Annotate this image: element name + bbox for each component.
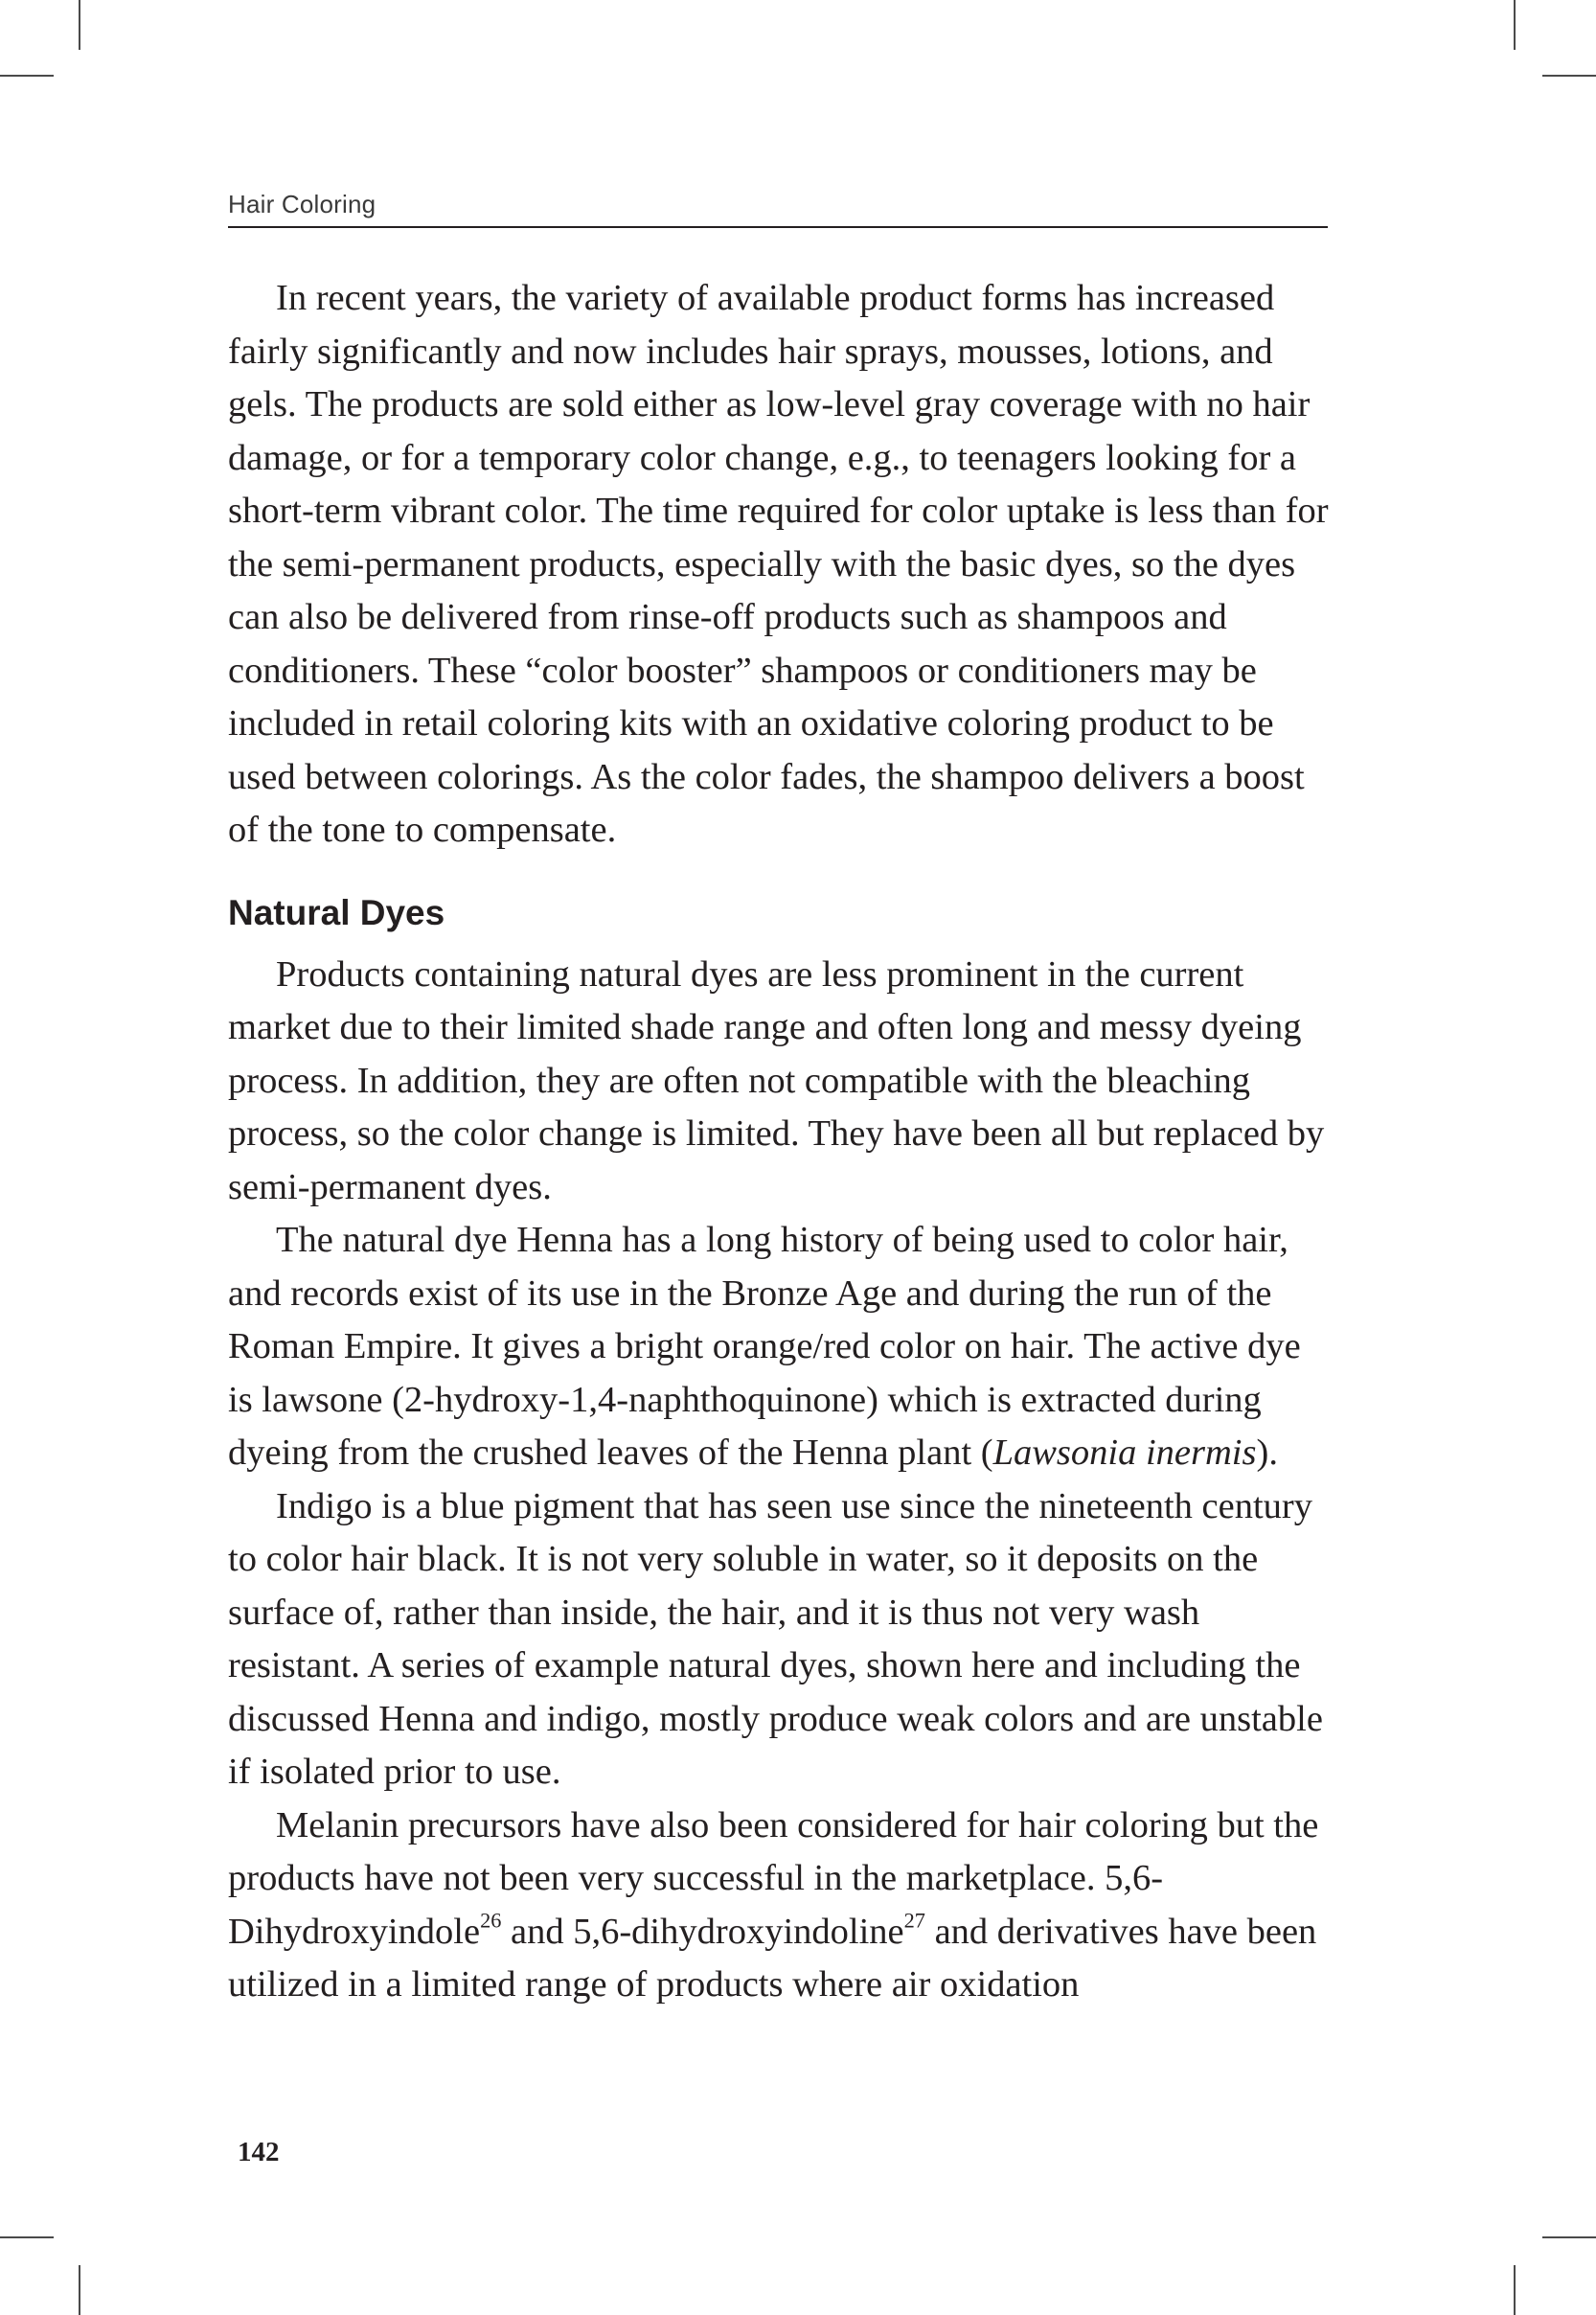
crop-mark: [1514, 2265, 1516, 2315]
paragraph-indigo: Indigo is a blue pigment that has seen use since the nineteenth century to color hair black. It is not very soluble in water, so it deposits on the surface of, rather than inside, the hair, and it is thus not very wash resistant. A series of example natural dyes, shown here and including the discussed Henna and indigo, mostly produce weak colors and are unstable if isolated prior to use.: [228, 1485, 1323, 1792]
crop-mark: [1542, 75, 1596, 77]
body-text: [228, 272, 1330, 2012]
melanin-text-c: and derivatives have been utilized in a limited range of products where air oxidation: [228, 1911, 1317, 2005]
henna-closing: ).: [1256, 1433, 1278, 1473]
running-head: Hair Coloring: [228, 190, 376, 218]
header-rule: [228, 226, 1328, 228]
crop-mark: [79, 2265, 80, 2315]
intro-paragraph: In recent years, the variety of available product forms has increased fairly significantly and now includes hair sprays, mousses, lotions, and gels. The products are sold either as low-level gray coverage with no hair damage, or for a temporary color change, e.g., to teenagers looking for a short-term vibrant color. The time required for color uptake is less than for the semi-permanent products, especially with the basic dyes, so the dyes can also be delivered from rinse-off products such as shampoos and conditioners. These “color booster” shampoos or conditioners may be included in retail coloring kits with an oxidative coloring product to be used between colorings. As the color fades, the shampoo delivers a boost of the tone to compensate.: [228, 278, 1329, 850]
crop-mark: [79, 0, 80, 50]
footnote-ref-26[interactable]: 26: [480, 1907, 502, 1932]
melanin-text-a: Melanin precursors have also been considered for hair coloring but the products have not been very successful in the marketplace. 5,6-Dihydroxyindole: [228, 1804, 1319, 1952]
paragraph-melanin: [228, 1799, 1330, 2012]
melanin-text-b: and 5,6-dihydroxyindoline: [501, 1911, 904, 1952]
species-name: Lawsonia inermis: [992, 1433, 1257, 1473]
crop-mark: [1514, 0, 1516, 50]
page-number: 142: [238, 2137, 280, 2167]
footnote-ref-27[interactable]: 27: [903, 1907, 925, 1932]
henna-text: The natural dye Henna has a long history of being used to color hair, and records exist of its use in the Bronze Age and during the run of the Roman Empire. It gives a bright orange/red color on hair. The active dye is lawsone (2-hydroxy-1,4-naphthoquinone) which is extracted during dyeing from the crushed leaves of the Henna plant (: [228, 1220, 1301, 1473]
section-heading: Natural Dyes: [228, 892, 445, 932]
paragraph-henna: [228, 1214, 1330, 1480]
crop-mark: [1542, 2236, 1596, 2238]
paragraph-natural-dyes: Products containing natural dyes are less prominent in the current market due to their limited shade range and often long and messy dyeing process. In addition, they are often not compatible with the bleaching process, so the color change is limited. They have been all but replaced by semi-permanent dyes.: [228, 953, 1325, 1207]
crop-mark: [0, 2236, 54, 2238]
crop-mark: [0, 75, 54, 77]
